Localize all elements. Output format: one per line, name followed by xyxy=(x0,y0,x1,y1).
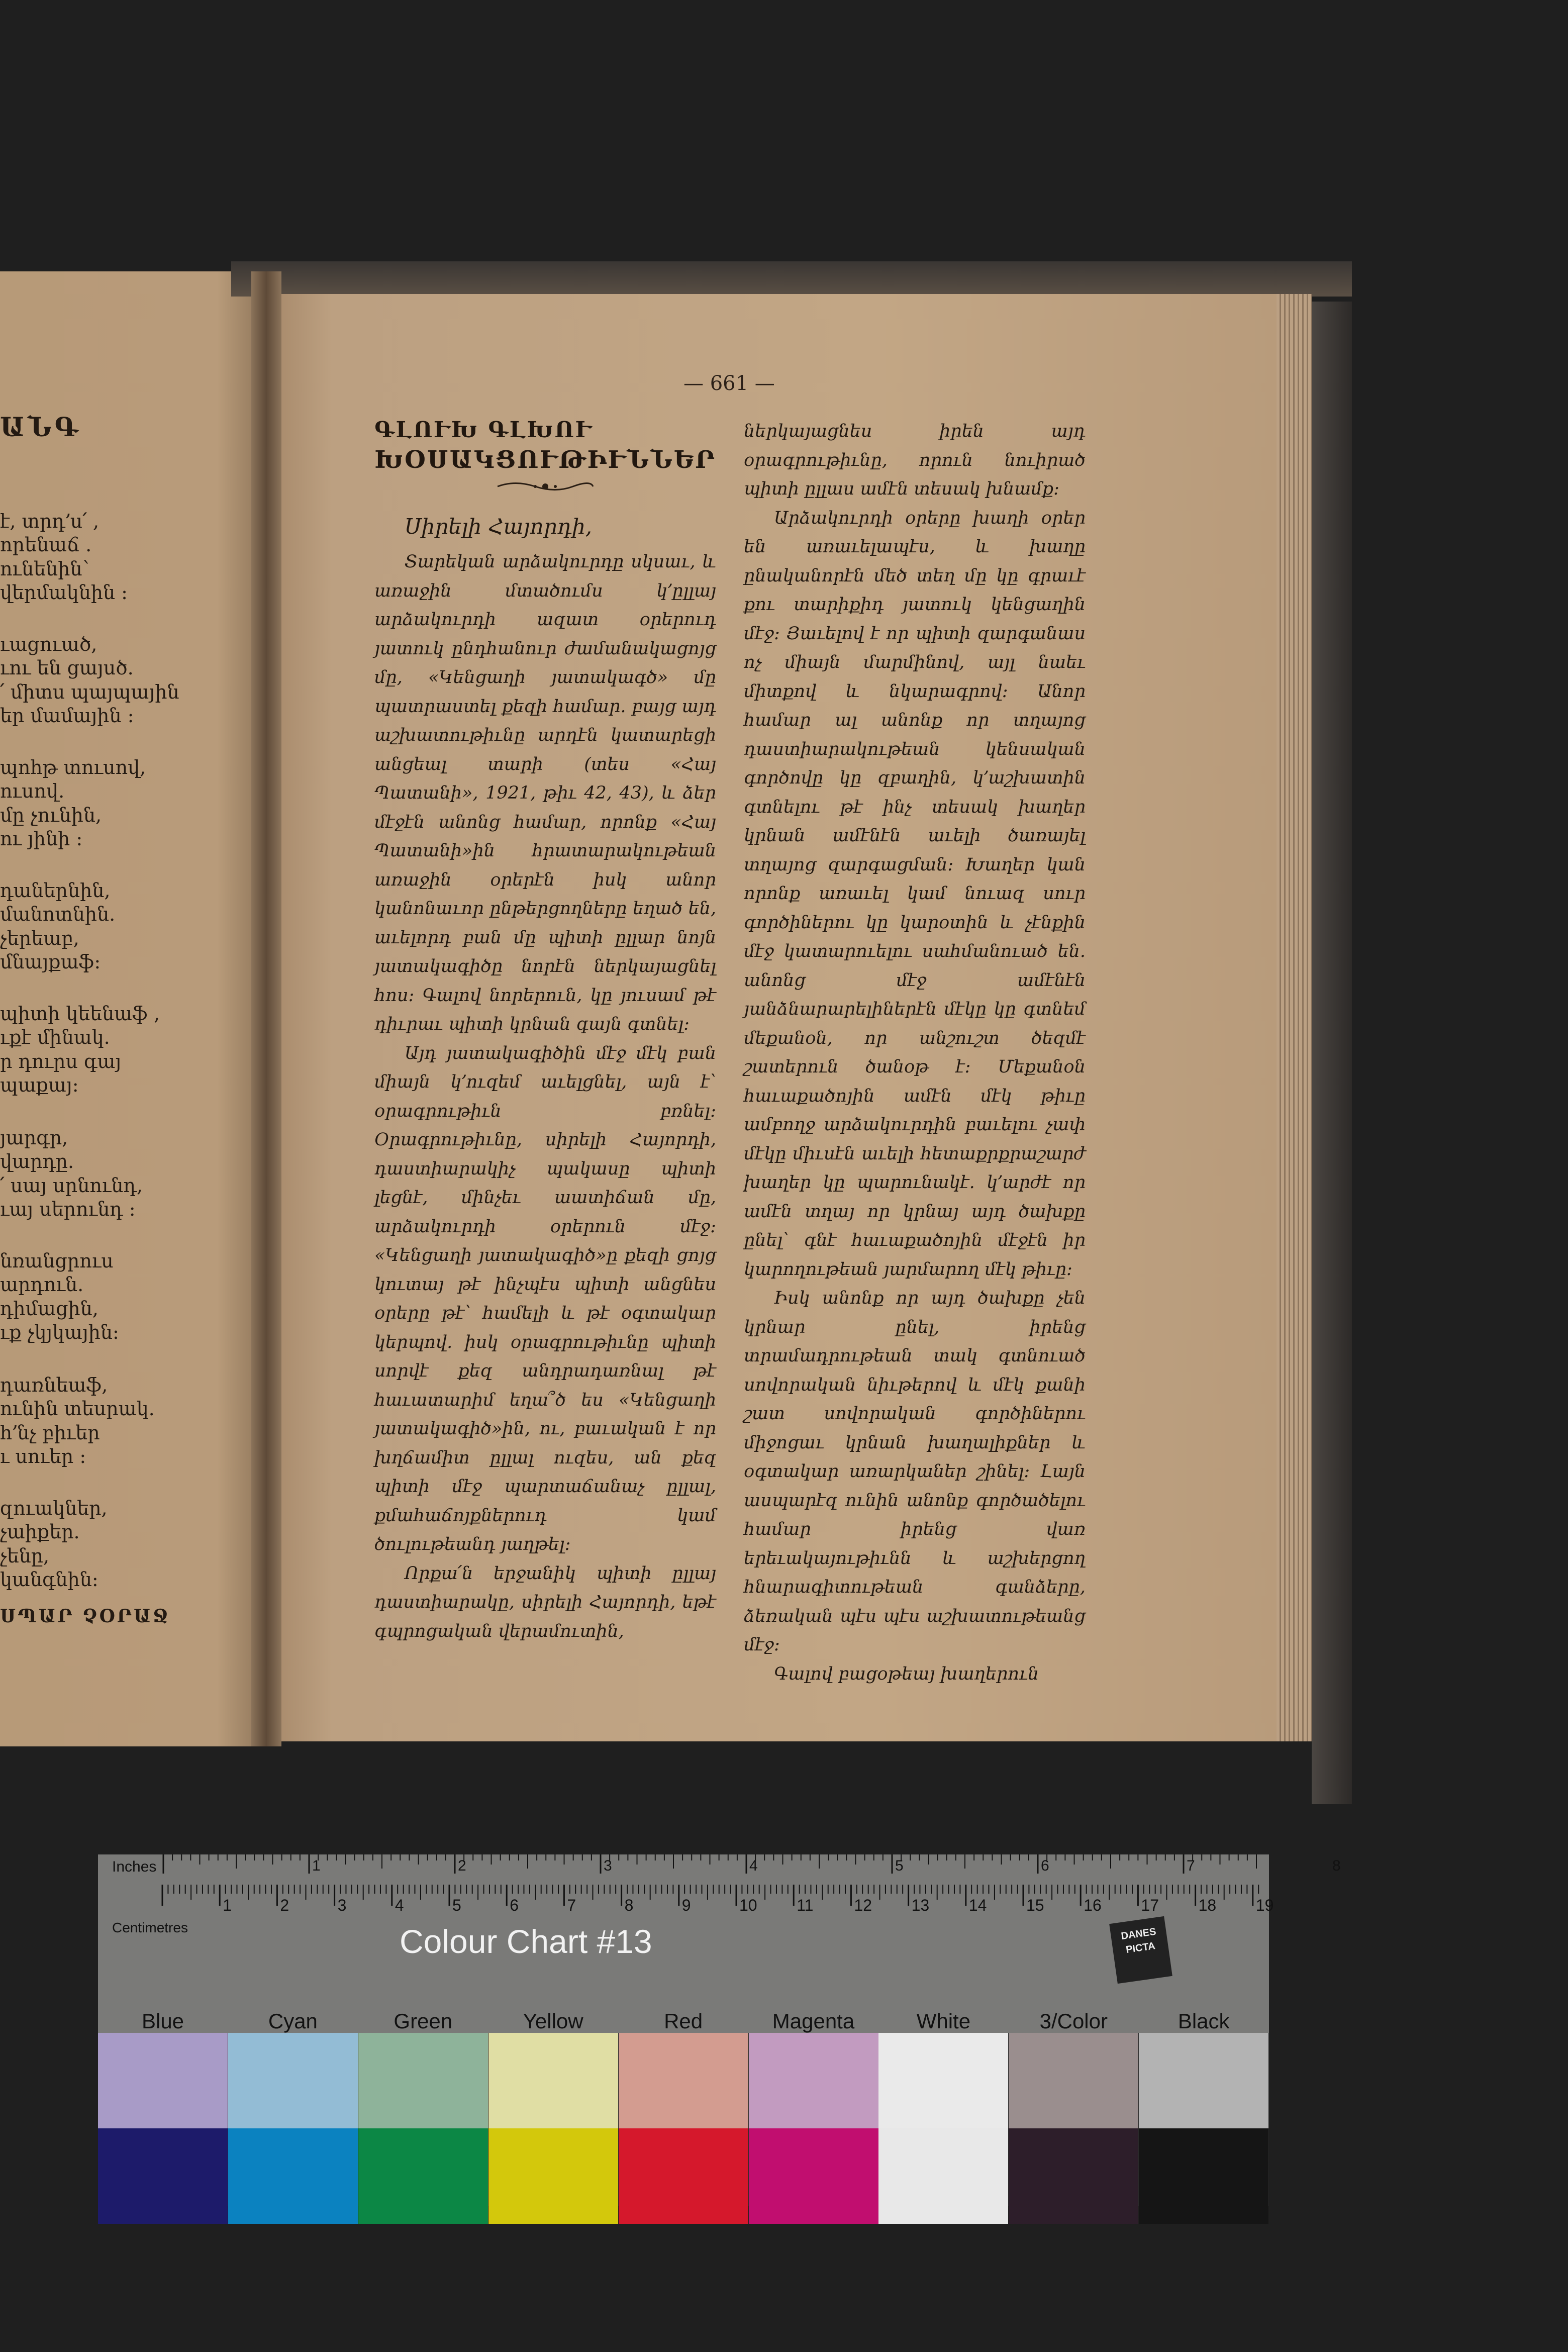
inch-number: 5 xyxy=(895,1857,904,1874)
left-page-line: դառնեաֆ, xyxy=(0,1374,108,1396)
left-page-line: ւայ սերունդ : xyxy=(0,1198,136,1220)
swatch-light-magenta xyxy=(749,2033,878,2128)
cm-number: 16 xyxy=(1084,1896,1102,1914)
column-right xyxy=(744,417,1086,1689)
centimetres-label: Centimetres xyxy=(112,1920,188,1935)
left-page-line: դաներնին, xyxy=(0,879,111,902)
left-page-line: չաիքեր. xyxy=(0,1521,80,1543)
cm-number: 1 xyxy=(223,1896,232,1914)
paragraph: Արձակուրդի օրերը խաղի օրեր են առաւելապէս, և խաղը ընականորէն մեծ տեղ մը կը գրաւէ քու տարիքիդ յատուկ կենցաղին մէջ։ Յաւելով է որ պիտի զարգանաս ոչ միայն մարմինով, այլ նաեւ միտքով և նկարագրով։ Անոր համար ալ անոնք որ տղայոց դաստիարակութեան կենսական գործովը կը զբաղին, կ՚աշխատին գտնելու թէ ինչ տեսակ խաղեր կրնան ամէնէն աւելի ծառայել տղայոց զարգացման։ Խաղեր կան որոնք առաւել կամ նուազ սուր գործիներու կը կարօտին և չէնքին մէջ կատարուելու սահմանուած են. անոնց մէջ ամէնէն յանձնարարելիներէն մէկը կը գտնեմ մեքանօն, որ անշուշտ ծեզմէ շատերուն ծանօթ է։ Մեքանօն հաւաքածոյին ամէն մէկ թիւը ամբողջ արձակուրդին բաւելու չափ մէկը միւսէն աւելի հետաքրքրաշարժ խաղեր կը պարունակէ. կ՚արժէ որ ամէն տղայ որ կրնայ այդ ծախքը ընել՝ գնէ հաւաքածոյին մէջէն իր կարողութեան յարմարող մէկ թիւը։ xyxy=(744,508,1086,1280)
left-page-line: ՛ միտս պայպային xyxy=(0,681,179,703)
swatch-label-red: Red xyxy=(664,2009,703,2033)
chart-title: Colour Chart #13 xyxy=(400,1923,652,1960)
swatch-dark-green xyxy=(358,2128,488,2224)
left-page-line: կանգնին: xyxy=(0,1569,99,1591)
left-page-line: ունին տեսրակ. xyxy=(0,1398,155,1420)
danes-picta-logo: DANES PICTA xyxy=(1109,1916,1172,1984)
left-page-line: պաքայ: xyxy=(0,1074,79,1096)
left-page-line: ր դուրս գայ xyxy=(0,1050,122,1072)
swatch-light-blue xyxy=(98,2033,228,2128)
swatch-label-3-color: 3/Color xyxy=(1039,2009,1108,2033)
cm-number: 15 xyxy=(1026,1896,1044,1914)
inch-number: 4 xyxy=(749,1857,758,1874)
colour-chart xyxy=(98,1854,1341,2206)
swatch-light-cyan xyxy=(228,2033,358,2128)
left-page-line: եր մամային : xyxy=(0,705,134,727)
left-page-line: մնայքաֆ: xyxy=(0,951,101,973)
swatch-labels xyxy=(98,2005,1269,2033)
ruler xyxy=(98,1854,1341,2005)
cm-number: 14 xyxy=(968,1896,987,1914)
inch-number: 8 xyxy=(1332,1857,1341,1874)
cm-number: 9 xyxy=(681,1896,691,1914)
paragraph: Իսկ անոնք որ այդ ծախքը չեն կրնար ընել, իրենց տրամադրութեան տակ գտնուած սովորական նիւթերով և մէկ քանի շատ սովորական գործիներու միջոցաւ կրնան խաղալիքներ և օգտակար առարկաներ շինել։ Լայն ասպարէզ ունին անոնք գործածելու համար իրենց վառ երեւակայութիւնն և աշխերցող հնարագիտութեան գանձերը, ձեռական պէս պէս աշխատութեանց մէջ։ xyxy=(744,1288,1086,1655)
cm-number: 18 xyxy=(1198,1896,1217,1914)
column-left xyxy=(374,417,716,1646)
left-page-line: զուակներ, xyxy=(0,1497,108,1519)
cm-number: 6 xyxy=(510,1896,519,1914)
left-page-line: վերմակնին : xyxy=(0,581,128,604)
swatch-label-cyan: Cyan xyxy=(268,2009,318,2033)
left-page-line: պոհթ տուսով, xyxy=(0,756,146,778)
book-cover-right xyxy=(1312,302,1352,1804)
left-page-line: ւ սուեր : xyxy=(0,1445,86,1467)
left-page-line: մը չունին, xyxy=(0,804,102,826)
cm-number: 3 xyxy=(337,1896,347,1914)
cm-number: 4 xyxy=(395,1896,404,1914)
swatch-dark-red xyxy=(619,2128,748,2224)
left-page-line: ւու են ցայսծ. xyxy=(0,657,134,679)
swatch-light-red xyxy=(619,2033,748,2128)
left-page-line: է, տրդ՚ս՛ , xyxy=(0,510,100,532)
swatch-light-white xyxy=(878,2033,1008,2128)
swatch-light-3-color xyxy=(1009,2033,1138,2128)
cm-number: 7 xyxy=(567,1896,576,1914)
left-page-line: նռանցրուս xyxy=(0,1250,114,1272)
swatch-dark-blue xyxy=(98,2128,228,2224)
left-page-line: ւք չկյկային: xyxy=(0,1321,119,1343)
swatch-label-blue: Blue xyxy=(141,2009,184,2033)
inch-number: 3 xyxy=(604,1857,612,1874)
left-page-line: պիտի կեենաֆ , xyxy=(0,1003,160,1025)
cm-number: 10 xyxy=(739,1896,757,1914)
cm-number: 11 xyxy=(797,1896,814,1914)
left-page-line: ուսով. xyxy=(0,780,65,802)
book-gutter xyxy=(251,271,281,1746)
left-page-line: ու յինի : xyxy=(0,828,83,850)
left-page-line: արդուն. xyxy=(0,1273,84,1296)
left-page-line: վարդը. xyxy=(0,1150,74,1172)
left-page-signature: ՍՊԱՐ ՉՕՐԱՋ xyxy=(0,1606,170,1627)
inch-number: 2 xyxy=(458,1857,466,1874)
salutation: Սիրելի Հայորդի, xyxy=(405,514,592,539)
left-page-line: յարգր, xyxy=(0,1127,68,1149)
cm-number: 12 xyxy=(854,1896,872,1914)
left-page-heading: ԱՆԳ xyxy=(0,412,81,443)
swatch-dark-cyan xyxy=(228,2128,358,2224)
left-page-line: ՛ սայ սրնունդ, xyxy=(0,1174,143,1197)
inch-number: 1 xyxy=(312,1857,321,1874)
swatch-dark-black xyxy=(1139,2128,1268,2224)
left-page-line: չենը, xyxy=(0,1545,50,1567)
chapter-title: ԽՕՍԱԿՑՈՒԹԻՒՆՆԵՐ xyxy=(374,446,716,474)
left-page-line: հ՚նչ բիւեր xyxy=(0,1422,100,1444)
paragraph: ներկայացնես իրեն այդ օրագրութիւնը, որուն նուիրած պիտի ըլլաս ամէն տեսակ խնամք։ xyxy=(744,421,1086,499)
left-page-line: ւացուած, xyxy=(0,633,97,655)
inch-number: 6 xyxy=(1041,1857,1049,1874)
left-page-line: ւքէ մինակ. xyxy=(0,1026,110,1048)
cm-number: 17 xyxy=(1141,1896,1159,1914)
page-edges xyxy=(1277,294,1312,1741)
page-number: — 661 — xyxy=(683,372,775,395)
paragraph: Որքա՛ն երջանիկ պիտի ըլլայ դաստիարակը, սիրելի Հայորդի, եթէ գպրոցական վերամուտին, xyxy=(374,1563,716,1641)
inches-label: Inches xyxy=(112,1858,157,1875)
swatch-light-yellow xyxy=(488,2033,618,2128)
paragraph: Այդ յատակագիծին մէջ մէկ բան միայն կ՚ուզեմ աւելցնել, այն է՝ օրագրութիւն բռնել։ Օրագրութիւնը, սիրելի Հայորդի, դաստիարակիչ պակասը պիտի լեցնէ, մինչեւ աատիճան մը, արձակուրդի օրերուն մէջ։ «Կենցաղի յատակագիծ»ը քեզի ցոյց կուտայ թէ ինչպէս պիտի անցնես օրերը թէ՝ համելի և թէ օգտակար կերպով. իսկ օրագրութիւնը պիտի սորվէ քեզ անդրադառնալ թէ հաւատարիմ եղա՞ծ ես «Կենցաղի յատակագիծ»ին, ու, բաւական է որ խղճամիտ ըլլալ ուզես, ան քեզ պիտի մէջ պարտաճանաչ ըլլալ, քմահաճոյքներուդ կամ ծուլութեանդ յաղթել։ xyxy=(374,1043,716,1554)
swatch-dark-magenta xyxy=(749,2128,878,2224)
chapter-author: ԳԼՈՒԽ ԳԼԽՈՒ xyxy=(374,417,593,443)
left-page-line: մանոտնին. xyxy=(0,903,116,925)
left-page-line: չերեաբ, xyxy=(0,927,79,949)
swatch-light-black xyxy=(1139,2033,1268,2128)
paragraph: Տարեկան արձակուրդը սկսաւ, և առաջին մտածումս կ՚ըլլայ արձակուրդի ազատ օրերուդ յատուկ ընդհանուր ժամանակացոյց մը, «Կենցաղի յատակագծ» մը պատրաստել քեզի համար. բայց այդ աշխատութիւնը արդէն կատարեցի անցեալ տարի (տես «Հայ Պատանի», 1921, թիւ 42, 43), և ձեր մէջէն անոնց համար, որոնք «Հայ Պատանի»ին հրատարակութեան առաջին օրերէն իսկ անոր կանոնաւոր ընթերցողները եղած են, աւելորդ բան մը պիտի ըլլար նոյն յատակագիծը նորէն ներկայացնել հոս։ Գալով նորերուն, կը յուսամ թէ դիւրաւ պիտի կրնան գայն գտնել։ xyxy=(374,552,716,1034)
inch-number: 7 xyxy=(1187,1857,1195,1874)
left-page-line: ունենին՝ xyxy=(0,558,89,580)
swatches xyxy=(98,2033,1269,2206)
swatch-dark-yellow xyxy=(488,2128,618,2224)
ruler-ticks xyxy=(98,1854,1341,2005)
swatch-light-green xyxy=(358,2033,488,2128)
cm-number: 13 xyxy=(911,1896,930,1914)
cm-number: 8 xyxy=(624,1896,634,1914)
swatch-label-white: White xyxy=(916,2009,971,2033)
left-page-line: դիմացին, xyxy=(0,1298,99,1320)
swatch-label-black: Black xyxy=(1178,2009,1230,2033)
cm-number: 2 xyxy=(280,1896,289,1914)
swatch-label-green: Green xyxy=(394,2009,453,2033)
swatch-dark-white xyxy=(878,2128,1008,2224)
cm-number: 5 xyxy=(452,1896,461,1914)
paragraph: Գալով բացօթեայ խաղերուն xyxy=(774,1663,1039,1684)
cm-number: 19 xyxy=(1255,1896,1274,1914)
swatch-dark-3-color xyxy=(1009,2128,1138,2224)
swatch-label-magenta: Magenta xyxy=(772,2009,855,2033)
book-cover-top xyxy=(231,261,1352,297)
left-page-line: որենաճ . xyxy=(0,534,92,556)
ornament-divider xyxy=(495,479,596,494)
swatch-label-yellow: Yellow xyxy=(523,2009,583,2033)
